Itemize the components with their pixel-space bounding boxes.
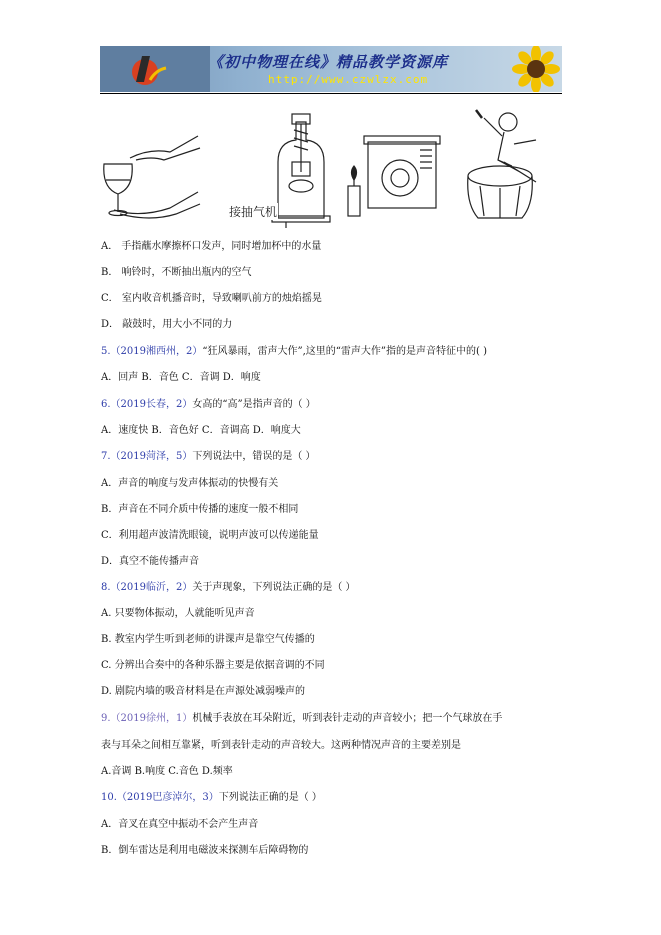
line-text: A．声音的响度与发声体振动的快慢有关	[101, 478, 279, 489]
question-number: 9.	[101, 713, 111, 724]
site-logo	[100, 46, 210, 92]
line-text: 关于声现象，下列说法正确的是（ ）	[192, 582, 356, 593]
line-text: C． 室内收音机播音时，导致喇叭前方的烛焰摇晃	[101, 293, 322, 304]
answer-option	[101, 266, 252, 280]
question-source: （2019长春，2）	[110, 399, 193, 410]
answer-option	[101, 607, 255, 621]
answer-option	[101, 529, 319, 543]
line-text: A.音调 B.响度 C.音色 D.频率	[101, 766, 233, 777]
answer-option	[101, 371, 261, 385]
question-source: （2019湘西州，2）	[110, 346, 203, 357]
line-text: A． 手指蘸水摩擦杯口发声，同时增加杯中的水量	[101, 241, 322, 252]
line-text: B． 响铃时，不断抽出瓶内的空气	[101, 267, 252, 278]
question-number: 5.	[101, 346, 111, 357]
answer-option	[101, 424, 301, 438]
question-source: （2019菏泽，5）	[110, 451, 193, 462]
line-text: 女高的“高”是指声音的（ ）	[192, 399, 316, 410]
line-text: D. 剧院内墙的吸音材料是在声源处减弱噪声的	[101, 686, 306, 697]
line-text: C．利用超声波清洗眼镜，说明声波可以传递能量	[101, 530, 319, 541]
question-number: 6.	[101, 399, 111, 410]
question-stem	[101, 791, 322, 805]
answer-option	[101, 765, 233, 779]
experiment-illustrations	[100, 100, 562, 230]
question-source: （2019徐州，1）	[110, 713, 193, 724]
drum-figure	[468, 110, 536, 218]
question-stem	[101, 345, 487, 359]
line-text: 下列说法中，错误的是（ ）	[192, 451, 316, 462]
radio-candle-figure	[348, 136, 440, 216]
question-source: （2019巴彦淖尔，3）	[116, 792, 219, 803]
question-source: （2019临沂，2）	[110, 582, 193, 593]
line-text: 下列说法正确的是（ ）	[218, 792, 322, 803]
line-text: B. 教室内学生听到老师的讲课声是靠空气传播的	[101, 634, 315, 645]
site-title: 《初中物理在线》精品教学资源库	[208, 53, 449, 71]
answer-option	[101, 477, 278, 491]
line-text: D． 敲鼓时，用大小不同的力	[101, 319, 233, 330]
answer-option	[101, 240, 321, 254]
bell-jar-figure	[272, 114, 330, 228]
question-number: 7.	[101, 451, 111, 462]
answer-option	[101, 844, 308, 858]
question-number: 10.	[101, 792, 117, 803]
sunflower-icon	[492, 46, 562, 92]
answer-option	[101, 739, 461, 753]
line-text: 表与耳朵之间相互靠紧，听到表针走动的声音较大。这两种情况声音的主要差别是	[101, 740, 461, 751]
answer-option	[101, 685, 305, 699]
question-stem	[101, 450, 316, 464]
site-url: http://www.czwlzx.com	[268, 73, 429, 86]
line-text: A．回声 B．音色 C．音调 D．响度	[101, 372, 261, 383]
question-stem	[101, 581, 356, 595]
question-number: 8.	[101, 582, 111, 593]
answer-option	[101, 659, 325, 673]
question-stem	[101, 398, 316, 412]
line-text: B．倒车雷达是利用电磁波来探测车后障碍物的	[101, 845, 309, 856]
line-text: C. 分辨出合奏中的各种乐器主要是依据音调的不同	[101, 660, 325, 671]
line-text: D．真空不能传播声音	[101, 556, 200, 567]
line-text: B．声音在不同介质中传播的速度一般不相同	[101, 504, 299, 515]
answer-option	[101, 318, 232, 332]
question-stem	[101, 712, 502, 726]
header-divider	[100, 93, 562, 94]
line-text: “狂风暴雨，雷声大作”,这里的“雷声大作”指的是声音特征中的( )	[202, 346, 487, 357]
figure-caption: 接抽气机	[229, 205, 278, 219]
line-text: A．速度快 B．音色好 C．音调高 D．响度大	[101, 425, 301, 436]
answer-option	[101, 292, 322, 306]
answer-option	[101, 633, 315, 647]
answer-option	[101, 818, 258, 832]
wine-glass-figure	[104, 136, 200, 218]
answer-option	[101, 555, 199, 569]
answer-option	[101, 503, 298, 517]
line-text: 机械手表放在耳朵附近，听到表针走动的声音较小；把一个气球放在手	[192, 713, 503, 724]
line-text: A．音叉在真空中振动不会产生声音	[101, 819, 259, 830]
line-text: A. 只要物体振动，人就能听见声音	[101, 608, 255, 619]
header-banner	[100, 46, 562, 92]
